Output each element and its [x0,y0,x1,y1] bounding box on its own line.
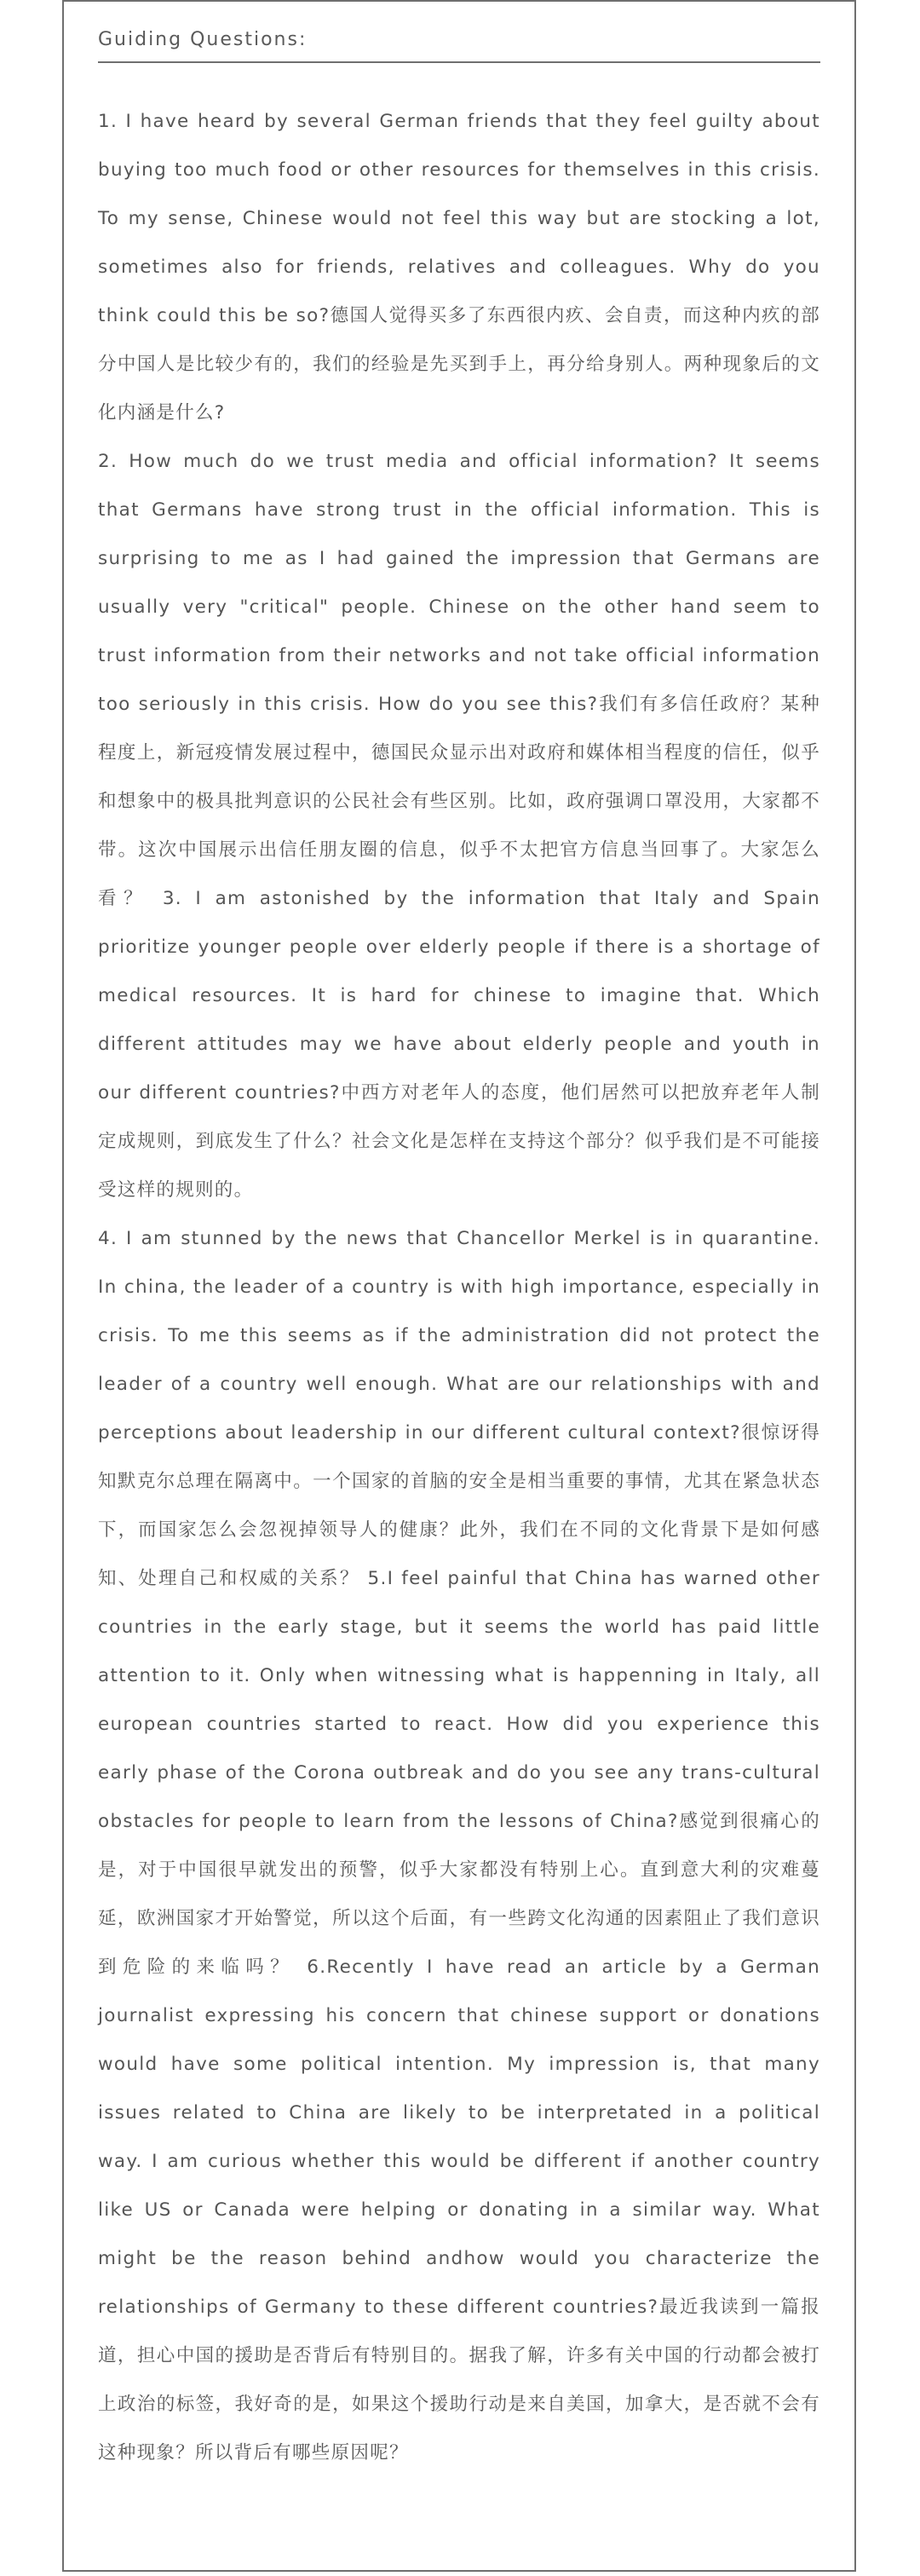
question-paragraph-2: 2. How much do we trust media and official information? It seems that Germans have strong trust in the official information. This is surprising to me as I had gained the impression that Germans are usually very "critical" people. Chinese on the other hand seem to trust information from their networks and not take official information too seriously in this crisis. How do you see this?我们有多信任政府？某种程度上，新冠疫情发展过程中，德国民众显示出对政府和媒体相当程度的信任，似乎和想象中的极具批判意识的公民社会有些区别。比如，政府强调口罩没用，大家都不带。这次中国展示出信任朋友圈的信息，似乎不太把官方信息当回事了。大家怎么看？ 3. I am astonished by the information that Italy and Spain prioritize younger people over elderly people if there is a shortage of medical resources. It is hard for chinese to imagine that. Which different attitudes may we have about elderly people and youth in our different countries?中西方对老年人的态度，他们居然可以把放弃老年人制定成规则，到底发生了什么？社会文化是怎样在支持这个部分？似乎我们是不可能接受这样的规则的。 [98,451,820,1201]
section-heading: Guiding Questions: [98,27,820,63]
question-paragraph-1: 1. I have heard by several German friends that they feel guilty about buying too much food or other resources for themselves in this crisis. To my sense, Chinese would not feel this way but are stocking a lot, sometimes also for friends, relatives and colleagues. Why do you think could this be so?德国人觉得买多了东西很内疚、会自责，而这种内疚的部分中国人是比较少有的，我们的经验是先买到手上，再分给身别人。两种现象后的文化内涵是什么? [98,111,820,424]
questions-body [98,97,820,2477]
card-content [98,2,820,2477]
questions-card [62,0,856,2572]
question-paragraph-3: 4. I am stunned by the news that Chancellor Merkel is in quarantine. In china, the leader of a country is with high importance, especially in crisis. To me this seems as if the administration did not protect the leader of a country well enough. What are our relationships with and perceptions about leadership in our different cultural context?很惊讶得知默克尔总理在隔离中。一个国家的首脑的安全是相当重要的事情，尤其在紧急状态下，而国家怎么会忽视掉领导人的健康？此外，我们在不同的文化背景下是如何感知、处理自己和权威的关系？ 5.I feel painful that China has warned other countries in the early stage, but it seems the world has paid little attention to it. Only when witnessing what is happenning in Italy, all european countries started to react. How did you experience this early phase of the Corona outbreak and do you see any trans-cultural obstacles for people to learn from the lessons of China?感觉到很痛心的是，对于中国很早就发出的预警，似乎大家都没有特别上心。直到意大利的灾难蔓延，欧洲国家才开始警觉，所以这个后面，有一些跨文化沟通的因素阻止了我们意识到危险的来临吗？ 6.Recently I have read an article by a German journalist expressing his concern that chinese support or donations would have some political intention. My impression is, that many issues related to China are likely to be interpretated in a political way. I am curious whether this would be different if another country like US or Canada were helping or donating in a similar way. What might be the reason behind andhow would you characterize the relationships of Germany to these different countries?最近我读到一篇报道，担心中国的援助是否背后有特别目的。据我了解，许多有关中国的行动都会被打上政治的标签，我好奇的是，如果这个援助行动是来自美国，加拿大，是否就不会有这种现象？所以背后有哪些原因呢？ [98,1228,820,2464]
